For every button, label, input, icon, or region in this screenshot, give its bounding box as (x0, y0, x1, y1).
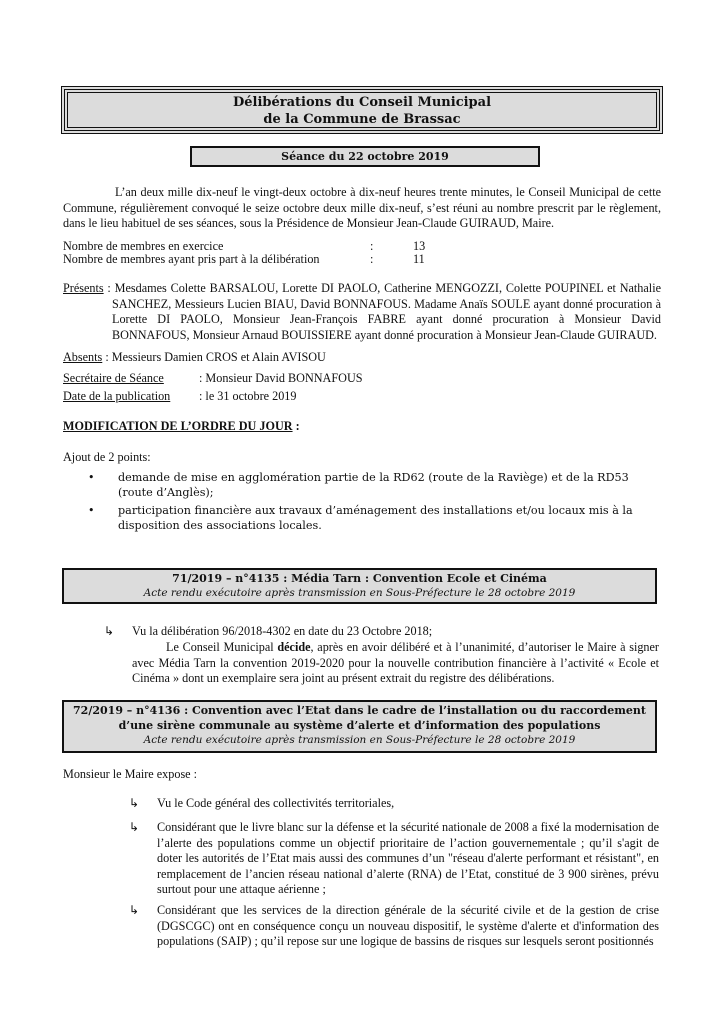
secretaire-value: : Monsieur David BONNAFOUS (199, 371, 363, 385)
document-title-line1: Délibérations du Conseil Municipal (232, 95, 492, 110)
members-label: Nombre de membres en exercice (63, 239, 224, 253)
list-item: • participation financière aux travaux d’aménagement des installations et/ou locaux mis à la disposition des associations locales. (88, 503, 658, 533)
presents-label: Présents (63, 281, 104, 295)
publication-label: Date de la publication (63, 389, 171, 403)
document-title-line2: de la Commune de Brassac (263, 112, 461, 127)
absents-text: : Messieurs Damien CROS et Alain AVISOU (102, 350, 326, 364)
deliberation-71-decision (132, 640, 659, 687)
decision-post: , après en avoir délibéré et à l’unanimité, d’autoriser le Maire à signer avec Média Tarn la convention 2019-2020 pour la nouvelle contribution financière à l’activité « Ecole et Cinéma » dont un exemplaire sera joint au présent extrait du registre des délibérations. (132, 640, 659, 685)
deliberation-72-item (129, 820, 659, 898)
deliberation-71-subtitle: Acte rendu exécutoire après transmission en Sous-Préfecture le 28 octobre 2019 (143, 587, 576, 599)
modification-heading-suffix: : (292, 419, 300, 433)
decision-pre: Le Conseil Municipal (166, 640, 278, 654)
arrow-bullet-icon: ↳ (129, 796, 140, 810)
deliberation-72-item (129, 903, 659, 950)
members-colon: : (370, 239, 374, 253)
deliberation-72-title-line1: 72/2019 – n°4136 : Convention avec l’Etat dans le cadre de l’installation ou du raccordement (73, 704, 646, 717)
deliberation-72-subtitle: Acte rendu exécutoire après transmission en Sous-Préfecture le 28 octobre 2019 (143, 734, 576, 746)
presents-paragraph (63, 281, 661, 343)
seance-date-box: Séance du 22 octobre 2019 (190, 146, 540, 167)
item-text: Considérant que le livre blanc sur la défense et la sécurité nationale de 2008 a fixé la modernisation de l’alerte des populations comme un objectif prioritaire de l’action gouvernementale ; qu’il s'agit de doter les autorités de l’Etat mais aussi des communes d’un "réseau d'alerte performant et résistant", en remplacement de l’ancien réseau national d’alerte (RNA) de l’Etat, constitué de 3 900 sirènes, prévu surtout pour une attaque aérienne ; (157, 820, 659, 896)
deliberation-72-title-line2: d’une sirène communale au système d’alerte et d’information des populations (118, 719, 601, 732)
document-title-box (61, 86, 663, 134)
item-text: Considérant que les services de la direction générale de la sécurité civile et de la gestion de crise (DGSCGC) ont en conséquence conçu un nouveau dispositif, le système d'alerte et d'information des populations (SAIP) ; qu’il repose sur une logique de bassins de risques sur lesquels seront positionnés (157, 903, 659, 948)
presents-text: : Mesdames Colette BARSALOU, Lorette DI PAOLO, Catherine MENGOZZI, Colette POUPINEL et Nathalie SANCHEZ, Messieurs Lucien BIAU, David BONNAFOUS. Madame Anaïs SOULE ayant donné procuration à Lorette DI PAOLO, Monsieur Jean-François FABRE ayant donné procuration à Monsieur David BONNAFOUS, Monsieur Arnaud BOUISSIERE ayant donné procuration à Monsieur Jean-Claude GUIRAUD. (103, 281, 661, 342)
secretaire-label: Secrétaire de Séance (63, 371, 164, 385)
maire-expose: Monsieur le Maire expose : (63, 767, 198, 781)
modification-intro: Ajout de 2 points: (63, 450, 151, 464)
modification-list (88, 470, 658, 536)
members-value: 11 (413, 252, 425, 266)
publication-value: : le 31 octobre 2019 (199, 389, 297, 403)
item-text: Vu le Code général des collectivités territoriales, (157, 796, 395, 810)
publication-line (63, 389, 297, 404)
absents-label: Absents (63, 350, 103, 364)
deliberation-71-title: 71/2019 – n°4135 : Média Tarn : Convention Ecole et Cinéma (172, 572, 547, 585)
members-value: 13 (413, 239, 426, 253)
arrow-bullet-icon: ↳ (129, 820, 140, 834)
list-item: • demande de mise en agglomération partie de la RD62 (route de la Raviège) et de la RD53 (route d’Anglès); (88, 470, 658, 500)
arrow-bullet-icon: ↳ (129, 903, 140, 917)
members-colon: : (370, 252, 374, 266)
members-label: Nombre de membres ayant pris part à la délibération (63, 252, 320, 266)
vu-text: Vu la délibération 96/2018-4302 en date du 23 Octobre 2018; (132, 624, 433, 638)
modification-heading (63, 419, 300, 434)
deliberation-72-item (129, 796, 657, 812)
absents-line (63, 350, 326, 365)
deliberation-71-vu (104, 624, 652, 640)
intro-paragraph: L’an deux mille dix-neuf le vingt-deux octobre à dix-neuf heures trente minutes, le Conseil Municipal de cette Commune, régulièrement convoqué le seize octobre deux mille dix-neuf, s’est réuni au nombre prescrit par le règlement, dans le lieu habituel de ses séances, sous la Présidence de Monsieur Jean-Claude GUIRAUD, Maire. (63, 185, 661, 230)
secretaire-line (63, 371, 363, 386)
deliberation-71-header (62, 568, 657, 604)
decision-verb: décide (277, 640, 311, 654)
deliberation-72-header (62, 700, 657, 753)
modification-heading-text: MODIFICATION DE L’ORDRE DU JOUR (63, 419, 293, 433)
arrow-bullet-icon: ↳ (104, 624, 115, 638)
